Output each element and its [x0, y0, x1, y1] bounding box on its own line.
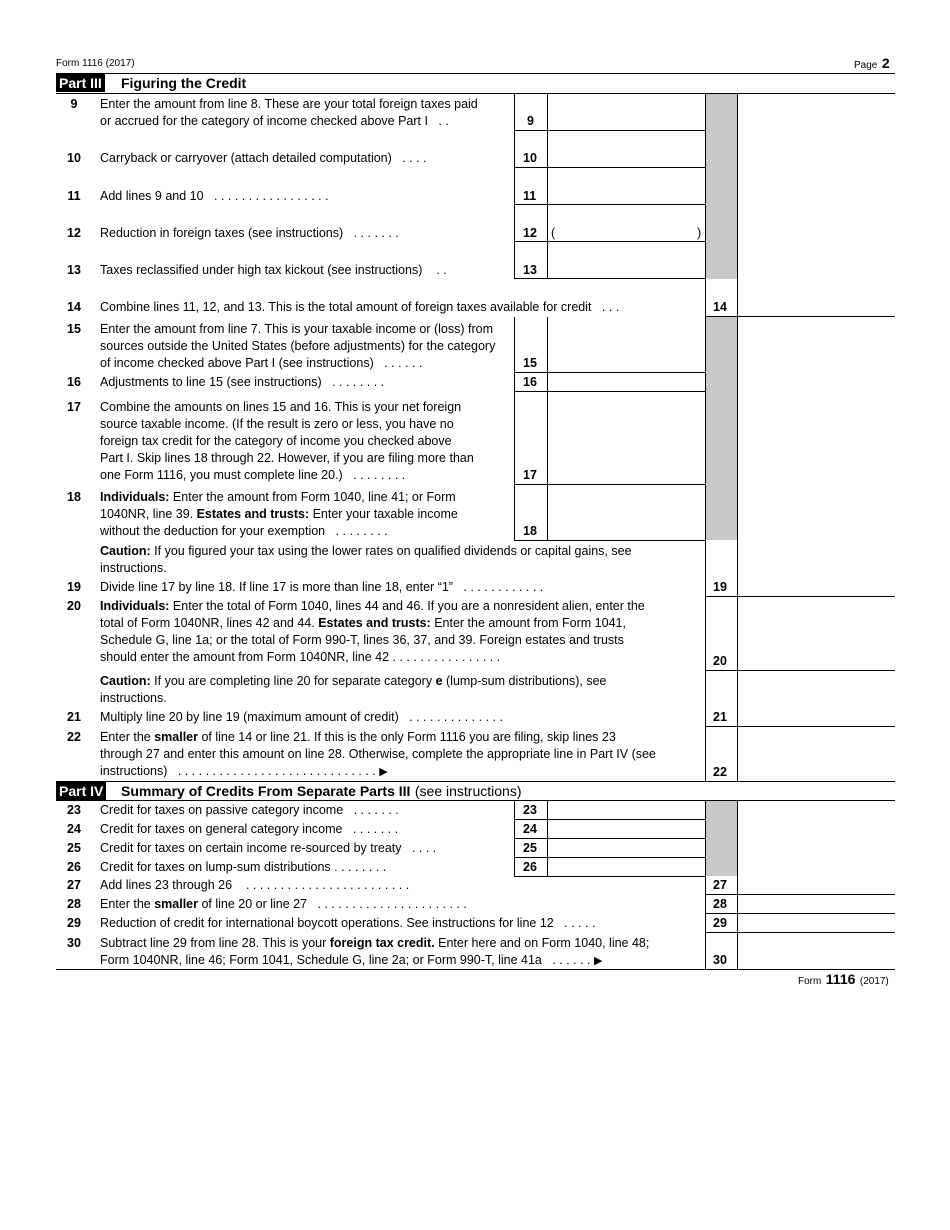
- line-10-number: 10: [67, 151, 81, 165]
- line-29-text: Reduction of credit for international boycott operations. See instructions for line 12 . . . . .: [100, 916, 596, 930]
- line-27-box-label: 27: [713, 878, 727, 892]
- line-17-number: 17: [67, 400, 81, 414]
- line-21-box-label: 21: [713, 710, 727, 724]
- line-19-input[interactable]: [738, 541, 895, 595]
- page-indicator: [854, 55, 890, 73]
- line-30-input[interactable]: [738, 933, 895, 968]
- form-reference: Form 1116 (2017): [56, 58, 135, 69]
- line-23-input[interactable]: [548, 801, 704, 818]
- line-16-text: Adjustments to line 15 (see instructions) . . . . . . . .: [100, 375, 385, 389]
- line-11-number: 11: [67, 189, 81, 203]
- line-12-open-paren: (: [551, 226, 556, 240]
- caution-category-e: Caution: If you are completing line 20 for separate category e (lump-sum distributions), see: [100, 674, 607, 688]
- line-23-number: 23: [67, 803, 81, 817]
- line-17-text-1: Combine the amounts on lines 15 and 16. This is your net foreign: [100, 400, 462, 414]
- line-22-input[interactable]: [738, 727, 895, 780]
- line-29-box-label: 29: [713, 916, 727, 930]
- line-12-close-paren: ): [697, 226, 702, 240]
- line-20-text-2: total of Form 1040NR, lines 42 and 44. Estates and trusts: Enter the amount from Form 1041,: [100, 616, 626, 630]
- line-29-input[interactable]: [738, 914, 895, 931]
- line-19-text: Divide line 17 by line 18. If line 17 is more than line 18, enter “1” . . . . . . . . . . . .: [100, 580, 544, 594]
- line-20-text-4: should enter the amount from Form 1040NR, line 42 . . . . . . . . . . . . . . . .: [100, 650, 501, 664]
- arrow-icon: ▶: [594, 955, 603, 967]
- line-15-number: 15: [67, 322, 81, 336]
- line-14-box-label: 14: [713, 300, 727, 314]
- line-29-number: 29: [67, 916, 81, 930]
- line-9-box-label: 9: [527, 114, 534, 128]
- line-15-input[interactable]: [548, 318, 704, 371]
- line-22-text-1: Enter the smaller of line 14 or line 21. If this is the only Form 1116 you are filing, skip lines 23: [100, 730, 616, 744]
- line-12-text: Reduction in foreign taxes (see instructions) . . . . . . .: [100, 226, 399, 240]
- page-label: Page: [854, 60, 878, 71]
- line-10-input[interactable]: [548, 131, 704, 166]
- line-19-box-label: 19: [713, 580, 727, 594]
- line-11-text: Add lines 9 and 10 . . . . . . . . . . . . . . . . .: [100, 189, 329, 203]
- line-26-text: Credit for taxes on lump-sum distributions . . . . . . . .: [100, 860, 387, 874]
- line-23-text: Credit for taxes on passive category income . . . . . . .: [100, 803, 399, 817]
- line-26-number: 26: [67, 860, 81, 874]
- line-13-input[interactable]: [548, 242, 704, 277]
- line-24-box-label: 24: [523, 822, 537, 836]
- line-22-text-3: instructions) . . . . . . . . . . . . . . . . . . . . . . . . . . . . . ▶: [100, 764, 388, 778]
- line-12-input[interactable]: [556, 205, 694, 240]
- line-20-text-1: Individuals: Enter the total of Form 1040, lines 44 and 46. If you are a nonresident alien, enter the: [100, 599, 645, 613]
- line-15-text-1: Enter the amount from line 7. This is your taxable income or (loss) from: [100, 322, 493, 336]
- line-19-number: 19: [67, 580, 81, 594]
- line-22-text-2: through 27 and enter this amount on line 28. Otherwise, complete the appropriate line in Part IV (see: [100, 747, 656, 761]
- line-11-box-label: 11: [523, 189, 537, 203]
- line-12-box-label: 12: [523, 226, 537, 240]
- line-13-box-label: 13: [523, 263, 537, 277]
- line-17-text-2: source taxable income. (If the result is zero or less, you have no: [100, 417, 454, 431]
- line-18-text-3: without the deduction for your exemption . . . . . . . .: [100, 524, 388, 538]
- footer-form-number: 1116: [825, 971, 856, 987]
- line-15-box-label: 15: [523, 356, 537, 370]
- line-21-text: Multiply line 20 by line 19 (maximum amount of credit) . . . . . . . . . . . . . .: [100, 710, 503, 724]
- line-24-number: 24: [67, 822, 81, 836]
- line-18-input[interactable]: [548, 485, 704, 539]
- line-18-text-1: Individuals: Enter the amount from Form 1040, line 41; or Form: [100, 490, 456, 504]
- line-17-box-label: 17: [523, 468, 537, 482]
- line-14-number: 14: [67, 300, 81, 314]
- line-25-box-label: 25: [523, 841, 537, 855]
- line-16-input[interactable]: [548, 373, 704, 390]
- caution-lower-rates-2: instructions.: [100, 561, 167, 575]
- line-30-box-label: 30: [713, 953, 727, 967]
- line-13-number: 13: [67, 263, 81, 277]
- line-18-text-2: 1040NR, line 39. Estates and trusts: Enter your taxable income: [100, 507, 458, 521]
- line-20-text-3: Schedule G, line 1a; or the total of Form 990-T, lines 36, 37, and 39. Foreign estates and trusts: [100, 633, 624, 647]
- line-18-box-label: 18: [523, 524, 537, 538]
- line-9-text-2: or accrued for the category of income checked above Part I . .: [100, 114, 449, 128]
- line-27-input[interactable]: [738, 877, 895, 893]
- line-16-box-label: 16: [523, 375, 537, 389]
- part3-title: Figuring the Credit: [121, 75, 247, 91]
- part4-title-suffix: (see instructions): [414, 783, 522, 799]
- line-28-input[interactable]: [738, 895, 895, 912]
- line-14-input[interactable]: [738, 280, 895, 315]
- line-22-box-label: 22: [713, 765, 727, 779]
- footer-form-id: [798, 971, 889, 989]
- line-28-number: 28: [67, 897, 81, 911]
- line-15-text-3: of income checked above Part I (see instructions) . . . . . .: [100, 356, 423, 370]
- part4-title: Summary of Credits From Separate Parts III: [121, 783, 411, 799]
- line-20-number: 20: [67, 599, 81, 613]
- line-24-text: Credit for taxes on general category income . . . . . . .: [100, 822, 399, 836]
- line-10-text: Carryback or carryover (attach detailed computation) . . . .: [100, 151, 427, 165]
- footer-year: (2017): [859, 976, 889, 987]
- line-17-input[interactable]: [548, 392, 704, 483]
- line-21-number: 21: [67, 710, 81, 724]
- line-18-number: 18: [67, 490, 81, 504]
- footer-form-label: Form: [798, 976, 822, 987]
- line-28-box-label: 28: [713, 897, 727, 911]
- line-10-box-label: 10: [523, 151, 537, 165]
- line-9-input[interactable]: [548, 95, 704, 129]
- line-30-text-2: Form 1040NR, line 46; Form 1041, Schedule G, line 2a; or Form 990-T, line 41a . . . . . . ▶: [100, 953, 603, 967]
- line-17-text-3: foreign tax credit for the category of income you checked above: [100, 434, 452, 448]
- line-9-number: 9: [70, 97, 78, 111]
- line-20-box-label: 20: [713, 654, 727, 668]
- caution-lower-rates: Caution: If you figured your tax using the lower rates on qualified dividends or capital gains, see: [100, 544, 632, 558]
- page-number: 2: [881, 55, 890, 71]
- line-17-text-4: Part I. Skip lines 18 through 22. However, if you are filing more than: [100, 451, 474, 465]
- line-28-text: Enter the smaller of line 20 or line 27 . . . . . . . . . . . . . . . . . . . . . .: [100, 897, 467, 911]
- line-22-number: 22: [67, 730, 81, 744]
- line-11-input[interactable]: [548, 168, 704, 203]
- caution-category-e-2: instructions.: [100, 691, 167, 705]
- line-17-text-5: one Form 1116, you must complete line 20.) . . . . . . . .: [100, 468, 406, 482]
- part3-tag: Part III: [56, 74, 105, 92]
- line-30-text-1: Subtract line 29 from line 28. This is your foreign tax credit. Enter here and on Form 1040, line 48;: [100, 936, 650, 950]
- line-9-text: Enter the amount from line 8. These are your total foreign taxes paid: [100, 97, 478, 111]
- line-23-box-label: 23: [523, 803, 537, 817]
- line-16-number: 16: [67, 375, 81, 389]
- line-12-number: 12: [67, 226, 81, 240]
- line-20-input[interactable]: [738, 597, 895, 669]
- line-26-box-label: 26: [523, 860, 537, 874]
- part4-title-row: [121, 782, 521, 801]
- part4-tag: Part IV: [56, 782, 106, 800]
- arrow-icon: ▶: [379, 766, 388, 778]
- line-25-input[interactable]: [548, 839, 704, 856]
- line-21-input[interactable]: [738, 671, 895, 725]
- line-14-text: Combine lines 11, 12, and 13. This is the total amount of foreign taxes available for credit . . .: [100, 300, 620, 314]
- line-30-number: 30: [67, 936, 81, 950]
- line-25-number: 25: [67, 841, 81, 855]
- line-13-text: Taxes reclassified under high tax kickout (see instructions) . .: [100, 263, 447, 277]
- line-15-text-2: sources outside the United States (before adjustments) for the category: [100, 339, 496, 353]
- line-24-input[interactable]: [548, 820, 704, 837]
- line-27-text: Add lines 23 through 26 . . . . . . . . . . . . . . . . . . . . . . . .: [100, 878, 410, 892]
- line-25-text: Credit for taxes on certain income re-sourced by treaty . . . .: [100, 841, 437, 855]
- line-27-number: 27: [67, 878, 81, 892]
- line-26-input[interactable]: [548, 858, 704, 875]
